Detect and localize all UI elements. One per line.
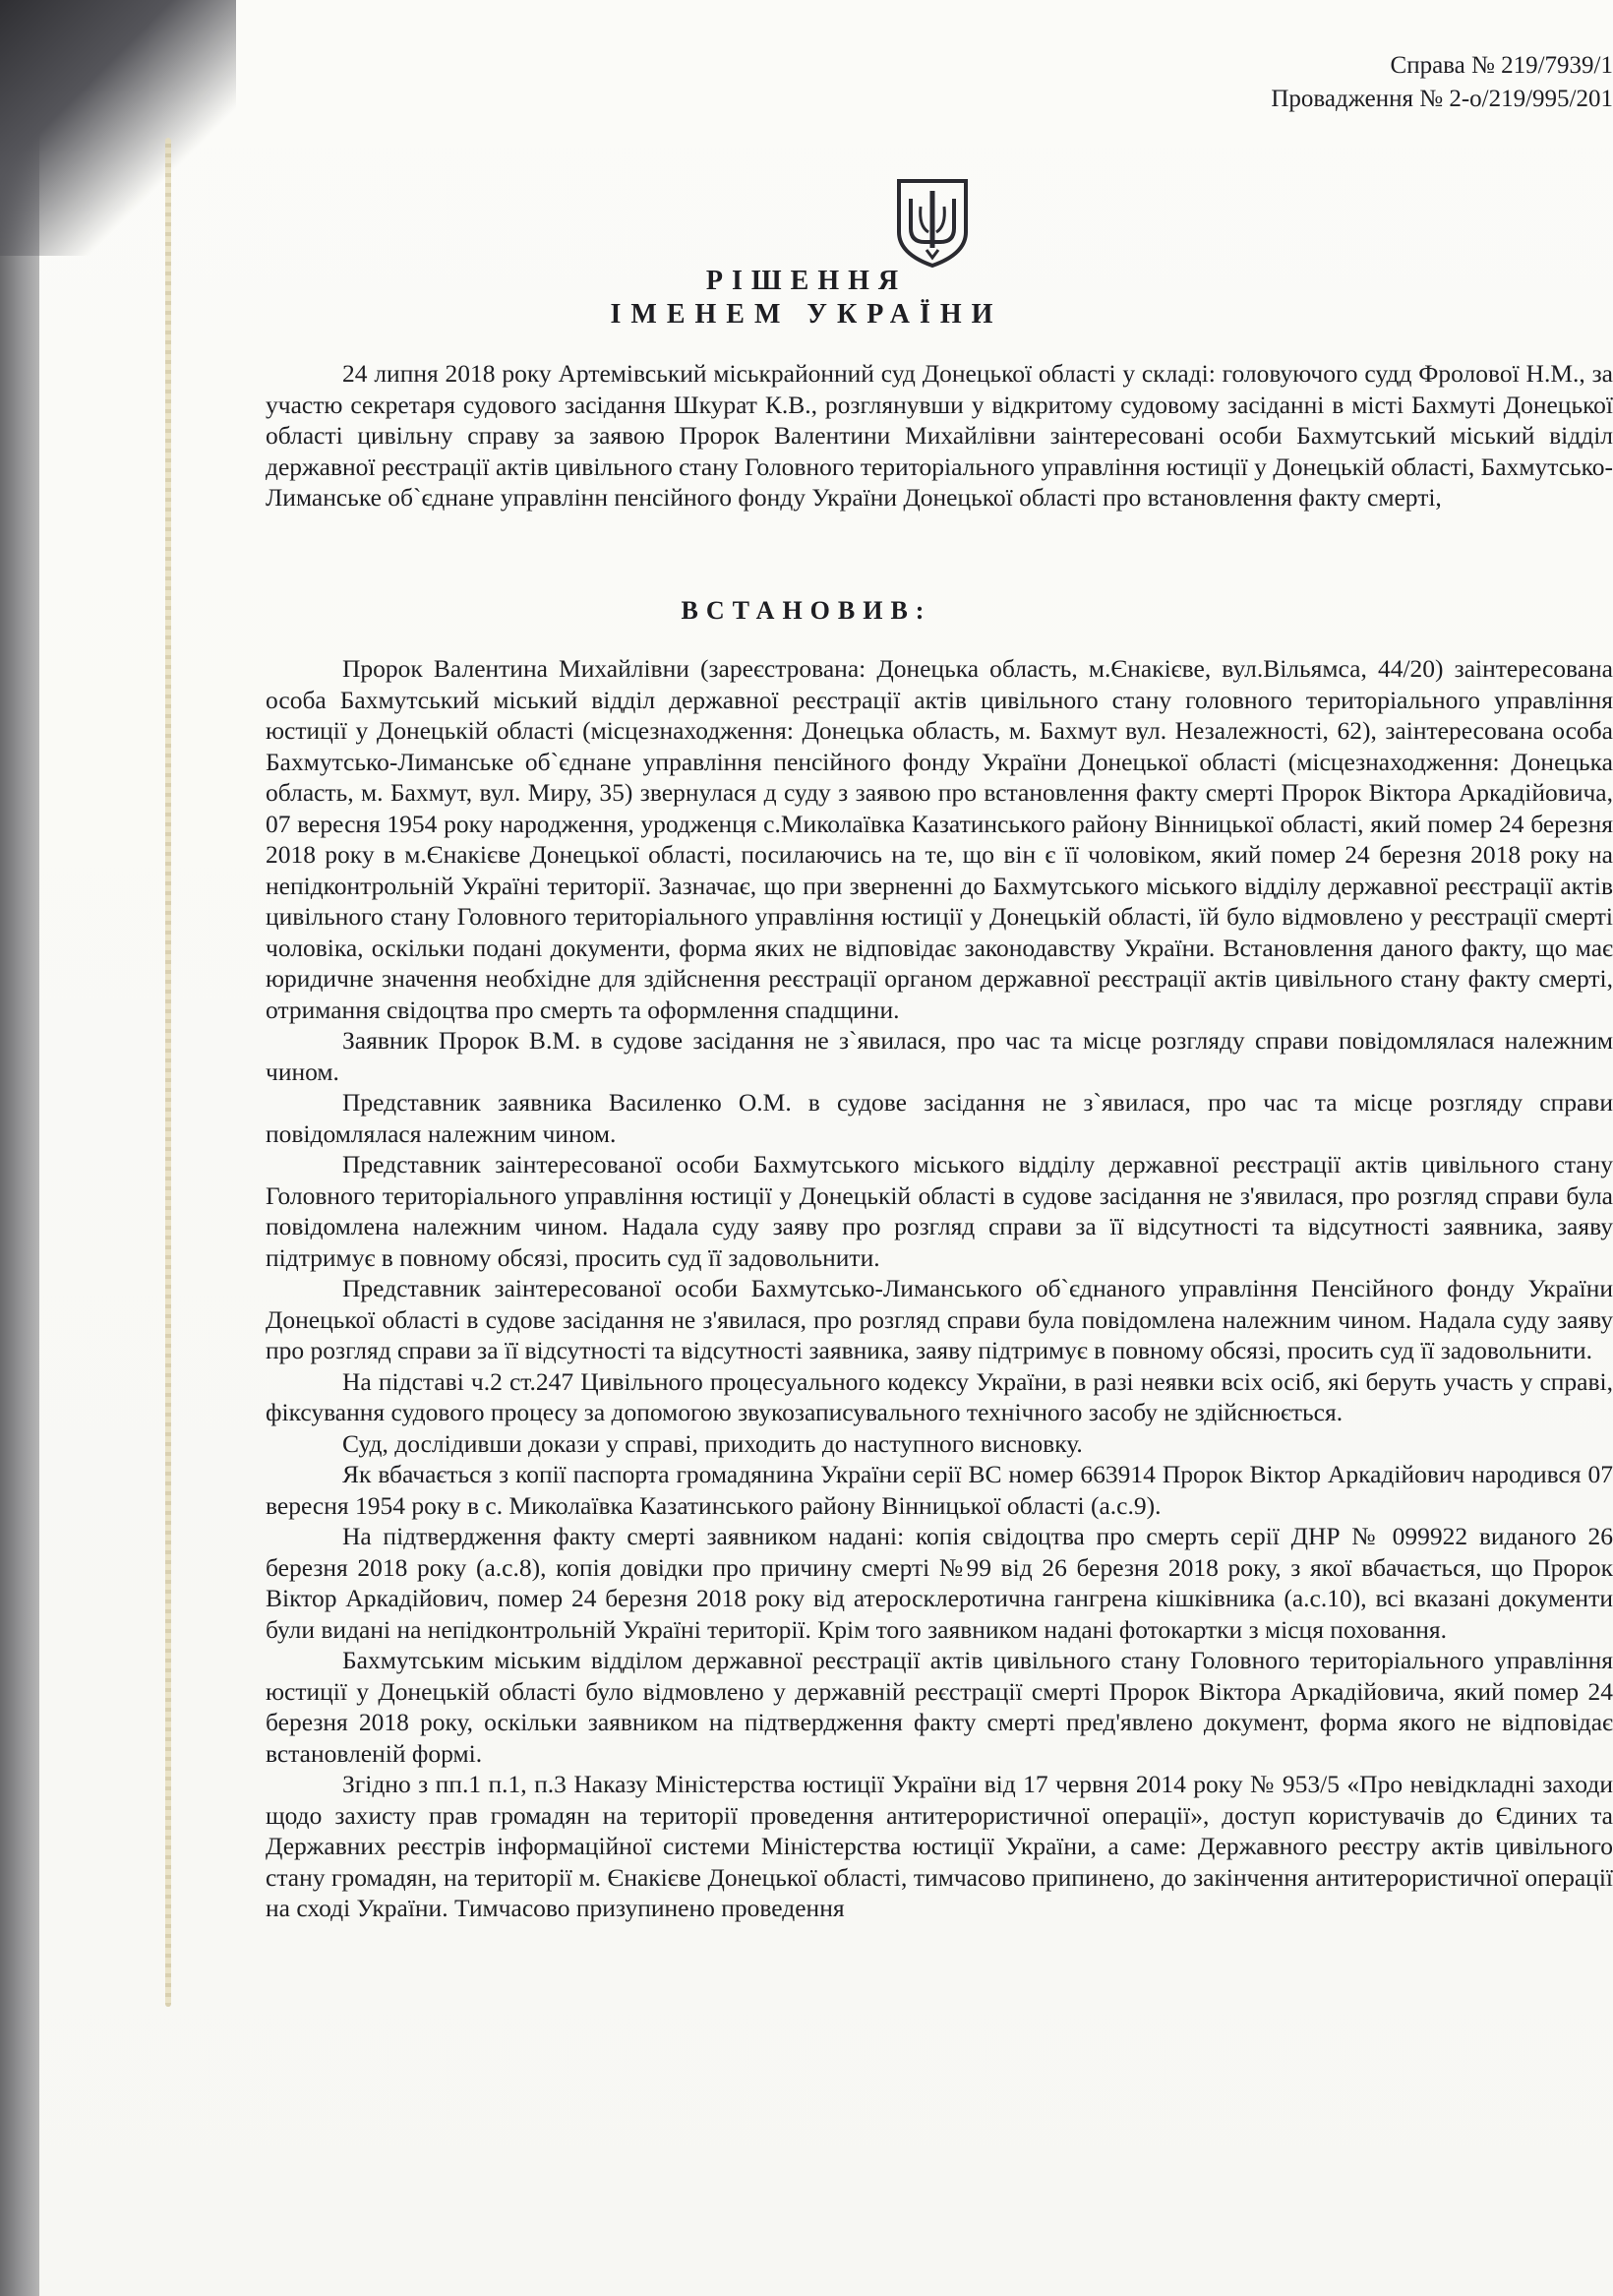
- trident-coat-of-arms-icon: [895, 177, 970, 268]
- folded-corner: [0, 0, 236, 256]
- document-subtitle: ІМЕНЕМ УКРАЇНИ: [610, 299, 1003, 330]
- case-reference: [1271, 49, 1613, 116]
- paragraph: Як вбачається з копії паспорта громадянина України серії ВС номер 663914 Пророк Віктор Аркадійович народився 07 вересня 1954 року в с. Миколаївка Казатинського району Вінницької області (а.с.9).: [266, 1460, 1613, 1520]
- proceeding-number: Провадження № 2-о/219/995/201: [1271, 86, 1613, 112]
- section-title: ВСТАНОВИВ:: [681, 596, 932, 625]
- paragraph: Пророк Валентина Михайлівни (зареєстрована: Донецька область, м.Єнакієве, вул.Вільямса, 44/20) заінтересована особа Бахмутський міський відділ державної реєстрації актів цивільного стану головного територіального управління юстиції у Донецькій області (місцезнаходження: Донецька область, м. Бахмут вул. Незалежності, 62), заінтересована особа Бахмутсько-Лиманське об`єднане управління пенсійного фонду України Донецької області (місцезнаходження: Донецька область, м. Бахмут, вул. Миру, 35) звернулася д суду з заявою про встановлення факту смерті Пророк Віктора Аркадійовича, 07 вересня 1954 року народження, уродженця с.Миколаївка Казатинського району Вінницької області, який помер 24 березня 2018 року в м.Єнакієве Донецької області, посилаючись на те, що він є її чоловіком, який помер 24 березня 2018 року на непідконтрольній Україні території. Зазначає, що при зверненні до Бахмутського міського відділу державної реєстрації актів цивільного стану Головного територіального управління юстиції у Донецькій області, їй було відмовлено у реєстрації смерті чоловіка, оскільки подані документи, форма яких не відповідає законодавству України. Встановлення даного факту, що має юридичне значення необхідне для здійснення реєстрації органом державної реєстрації актів цивільного стану факту смерті, отримання свідоцтва про смерть та оформлення спадщини.: [266, 654, 1613, 1024]
- case-number: Справа № 219/7939/1: [1390, 52, 1613, 79]
- paragraph: Представник заінтересованої особи Бахмутсько-Лиманського об`єднаного управління Пенсійного фонду України Донецької області в судове засідання не з'явилася, про розгляд справи була повідомлена належним чином. Надала суду заяву про розгляд справи за її відсутності та відсутності заявника, заяву підтримує в повному обсязі, просить суд її задовольнити.: [266, 1274, 1613, 1364]
- intro-paragraph: 24 липня 2018 року Артемівський міськрайонний суд Донецької області у складі: головуючого судд Фролової Н.М., за участю секретаря судового засідання Шкурат К.В., розглянувши у відкритому судовому засіданні в місті Бахмуті Донецької області цивільну справу за заявою Пророк Валентини Михайлівни заінтересовані особи Бахмутський міський відділ державної реєстрації актів цивільного стану Головного територіального управління юстиції у Донецькій області, Бахмутсько-Лиманське об`єднане управлінн пенсійного фонду України Донецької області про встановлення факту смерті,: [266, 359, 1613, 512]
- paragraph: Бахмутським міським відділом державної реєстрації актів цивільного стану Головного територіального управління юстиції у Донецькій області було відмовлено у державній реєстрації смерті Пророк Віктора Аркадійовича, який помер 24 березня 2018 року, оскільки заявником на підтвердження факту смерті пред'явлено документ, форма якого не відповідає встановленій формі.: [266, 1646, 1613, 1768]
- paragraph: Згідно з пп.1 п.1, п.3 Наказу Міністерства юстиції України від 17 червня 2014 року № 953/5 «Про невідкладні заходи щодо захисту прав громадян на території проведення антитерористичної операції», доступ користувачів до Єдиних та Державних реєстрів інформаційної системи Міністерства юстиції України, а саме: Державного реєстру актів цивільного стану громадян, на території м. Єнакієве Донецької області, тимчасово припинено, до закінчення антитерористичної операції на сході України. Тимчасово призупинено проведення: [266, 1770, 1613, 1922]
- paragraph: На підставі ч.2 ст.247 Цивільного процесуального кодексу України, в разі неявки всіх осіб, які беруть участь у справі, фіксування судового процесу за допомогою звукозаписувального технічного засобу не здійснюється.: [266, 1366, 1613, 1426]
- paragraph: На підтвердження факту смерті заявником надані: копія свідоцтва про смерть серії ДНР № 099922 виданого 26 березня 2018 року (а.с.8), копія довідки про причину смерті №99 від 26 березня 2018 року, з якої вбачається, що Пророк Віктор Аркадійович, помер 24 березня 2018 року від атеросклеротична гангрена кішківника (а.с.10), всі вказані документи були видані на непідконтрольній Україні території. Крім того заявником надані фотокартки з місця поховання.: [266, 1522, 1613, 1644]
- paragraph: Представник заінтересованої особи Бахмутського міського відділу державної реєстрації актів цивільного стану Головного територіального управління юстиції у Донецькій області в судове засідання не з'явилася, про розгляд справи була повідомлена належним чином. Надала суду заяву про розгляд справи за її відсутності та відсутності заявника, заяву підтримує в повному обсязі, просить суд її задовольнити.: [266, 1150, 1613, 1272]
- binding-thread: [165, 138, 171, 2007]
- intro-block: [266, 358, 1613, 514]
- document-title: РІШЕННЯ: [705, 266, 908, 296]
- body-block: [266, 653, 1613, 1924]
- paragraph: Заявник Пророк В.М. в судове засідання не з`явилася, про час та місце розгляду справи повідомлялася належним чином.: [266, 1026, 1613, 1086]
- paragraph: Суд, дослідивши докази у справі, приходить до наступного висновку.: [342, 1428, 1083, 1458]
- paragraph: Представник заявника Василенко О.М. в судове засідання не з`явилася, про час та місце розгляду справи повідомлялася належним чином.: [266, 1088, 1613, 1148]
